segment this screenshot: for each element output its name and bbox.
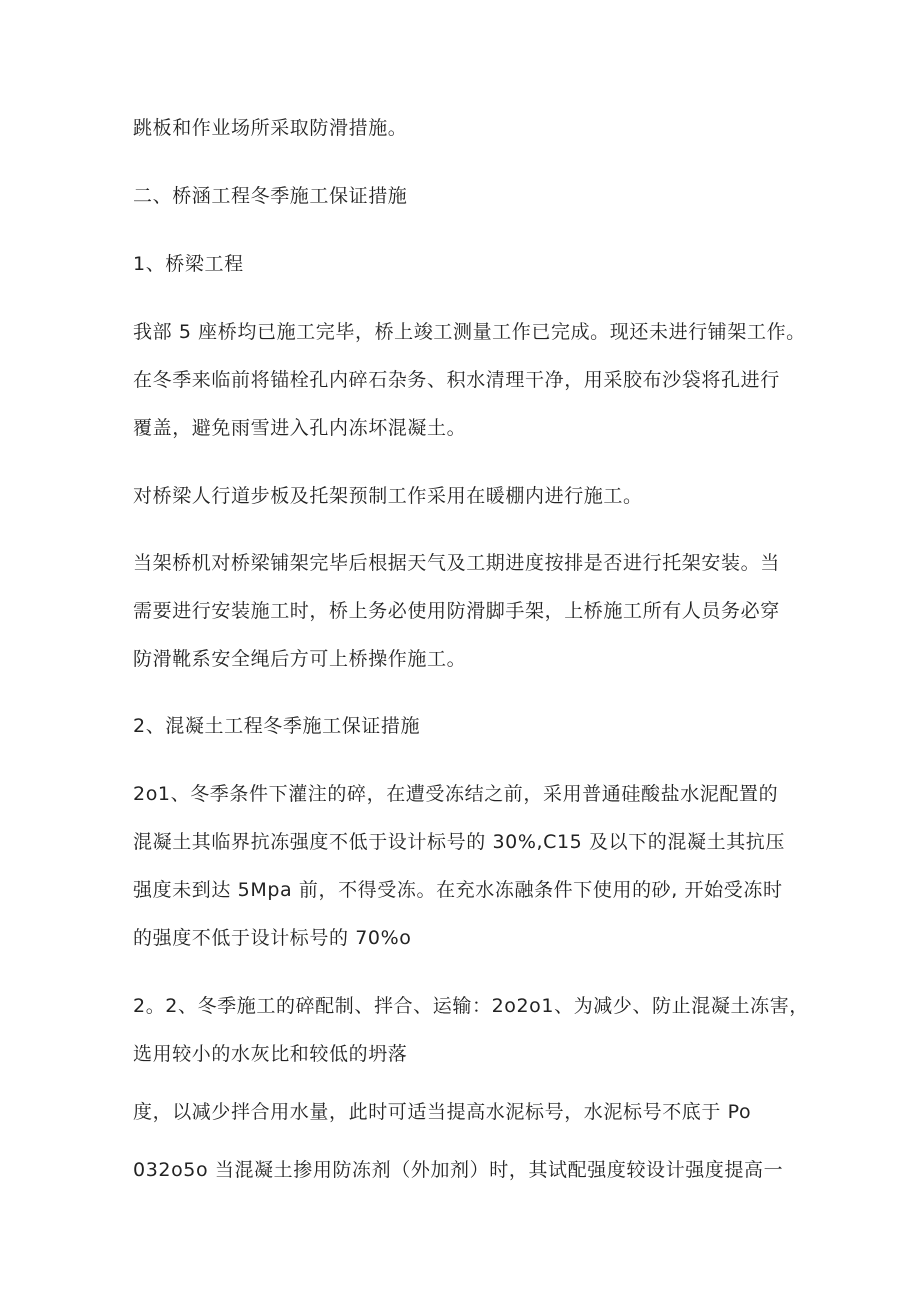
paragraph-line: 需要进行安装施工时，桥上务必使用防滑脚手架，上桥施工所有人员务必穿 xyxy=(133,600,780,622)
paragraph-line-antislip-measures: 跳板和作业场所采取防滑措施。 xyxy=(133,117,408,139)
paragraph-line: 032o5o 当混凝土掺用防冻剂（外加剂）时，其试配强度较设计强度提高一 xyxy=(133,1159,784,1181)
paragraph-line: 度，以减少拌合用水量，此时可适当提高水泥标号，水泥标号不底于 Po xyxy=(133,1101,752,1123)
paragraph-line: 选用较小的水灰比和较低的坍落 xyxy=(133,1043,408,1065)
paragraph-line: 在冬季来临前将锚栓孔内碎石杂务、积水清理干净，用采胶布沙袋将孔进行 xyxy=(133,369,780,391)
paragraph-line: 覆盖，避免雨雪进入孔内冻坏混凝土。 xyxy=(133,417,467,439)
paragraph-line: 2o1、冬季条件下灌注的碎，在遭受冻结之前，采用普通硅酸盐水泥配置的 xyxy=(133,783,779,805)
paragraph-line: 混凝土其临界抗冻强度不低于设计标号的 30%,C15 及以下的混凝土其抗压 xyxy=(133,831,785,853)
paragraph-line: 2。2、冬季施工的碎配制、拌合、运输：2o2o1、为减少、防止混凝土冻害， xyxy=(133,995,809,1017)
section-heading-bridge-culvert-winter: 二、桥涵工程冬季施工保证措施 xyxy=(133,185,408,207)
paragraph-line: 的强度不低于设计标号的 70%o xyxy=(133,927,412,949)
paragraph-line: 强度未到达 5Mpa 前，不得受冻。在充水冻融条件下使用的砂, 开始受冻时 xyxy=(133,879,783,901)
paragraph-line: 对桥梁人行道步板及托架预制工作采用在暖棚内进行施工。 xyxy=(133,485,643,507)
subsection-heading-concrete-winter: 2、混凝土工程冬季施工保证措施 xyxy=(133,715,421,737)
paragraph-line: 我部 5 座桥均已施工完毕，桥上竣工测量工作已完成。现还未进行铺架工作。 xyxy=(133,321,806,343)
paragraph-line: 当架桥机对桥梁铺架完毕后根据天气及工期进度按排是否进行托架安装。当 xyxy=(133,552,780,574)
subsection-heading-bridge-works: 1、桥梁工程 xyxy=(133,253,244,275)
paragraph-line: 防滑靴系安全绳后方可上桥操作施工。 xyxy=(133,648,467,670)
